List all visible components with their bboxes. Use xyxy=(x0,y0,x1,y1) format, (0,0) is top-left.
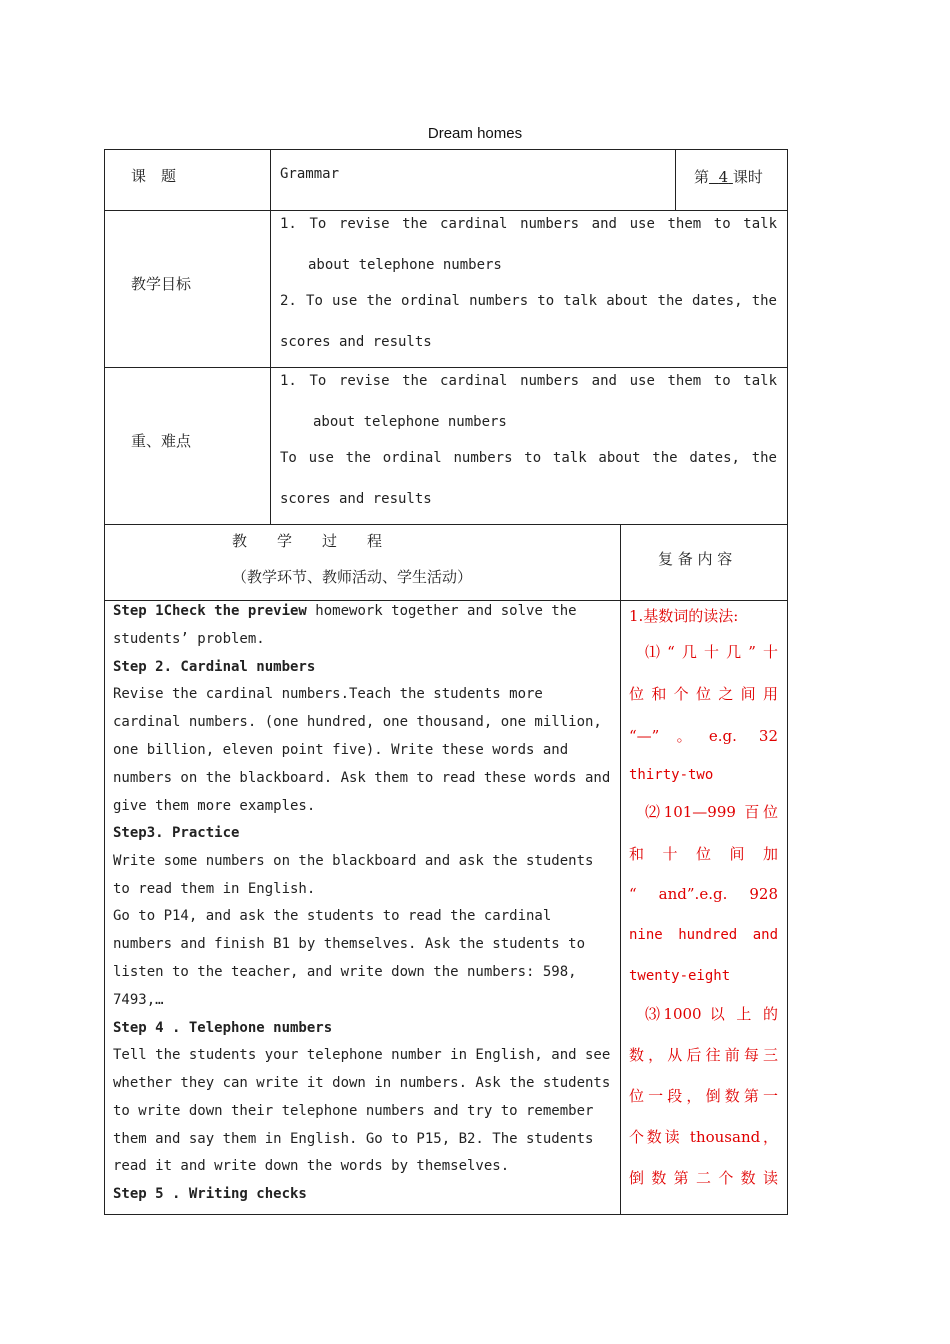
step-4-line-3: to write down their telephone numbers and try to remember xyxy=(113,1103,594,1119)
step-1-line-2: students’ problem. xyxy=(113,631,265,647)
col-divider xyxy=(270,149,271,525)
lesson-number-value xyxy=(709,168,733,186)
key-points-label: 重、难点 xyxy=(131,432,192,450)
row-divider xyxy=(104,210,788,211)
row-divider xyxy=(104,524,788,525)
objective-2-line-1: 2. To use the ordinal numbers to talk about the dates, the xyxy=(280,293,777,309)
key-point-2-line-1: To use the ordinal numbers to talk about the dates, the xyxy=(280,450,777,466)
step-2-line-5: give them more examples. xyxy=(113,798,316,814)
step-1-line-1 xyxy=(113,603,577,619)
step-4-line-4: them and say them in English. Go to P15, B2. The students xyxy=(113,1131,594,1147)
topic-value: Grammar xyxy=(280,166,340,182)
step-5-title: Step 5 . Writing checks xyxy=(113,1186,307,1202)
step-2-line-2: cardinal numbers. (one hundred, one thousand, one million, xyxy=(113,714,602,730)
review-line: 1.基数词的读法: xyxy=(629,607,739,625)
lesson-number-text: 4 xyxy=(718,168,729,186)
review-line: nine hundred and xyxy=(629,927,778,943)
step-2-title: Step 2. Cardinal numbers xyxy=(113,659,316,675)
key-point-1-line-2: about telephone numbers xyxy=(313,414,507,430)
key-point-2-line-2: scores and results xyxy=(280,491,432,507)
step-4-line-5: read it and write down the words by themselves. xyxy=(113,1158,510,1174)
step-2-line-4: numbers on the blackboard. Ask them to read these words and xyxy=(113,770,611,786)
topic-label: 课 题 xyxy=(131,167,177,185)
review-line: “—”。e.g. 32 xyxy=(629,727,778,745)
row-divider xyxy=(104,600,788,601)
step-4-title: Step 4 . Telephone numbers xyxy=(113,1020,333,1036)
document-title: Dream homes xyxy=(427,125,523,142)
step-3-line-5: listen to the teacher, and write down the numbers: 598, xyxy=(113,964,577,980)
step-3-line-4: numbers and finish B1 by themselves. Ask the students to xyxy=(113,936,586,952)
review-line: thirty-two xyxy=(629,767,714,783)
review-line: 倒 数 第 二 个 数 读 xyxy=(629,1169,778,1187)
step-3-line-1: Write some numbers on the blackboard and ask the students xyxy=(113,853,594,869)
col-divider xyxy=(675,149,676,211)
review-line: 个数读 thousand， xyxy=(629,1128,778,1146)
step-3-line-6: 7493,… xyxy=(113,992,164,1008)
review-line: ⑴“几十几”十 xyxy=(645,643,778,661)
objective-2-line-2: scores and results xyxy=(280,334,432,350)
step-1-title: Step 1Check the preview xyxy=(113,603,307,619)
lesson-prefix: 第 xyxy=(694,168,710,186)
step-2-line-1: Revise the cardinal numbers.Teach the students more xyxy=(113,686,543,702)
review-line: 数，从后往前每三 xyxy=(629,1046,778,1064)
process-subtitle: （教学环节、教师活动、学生活动） xyxy=(232,568,473,586)
col-divider xyxy=(620,524,621,1215)
step-3-line-2: to read them in English. xyxy=(113,881,316,897)
review-line: 位和个位之间用 xyxy=(629,685,778,703)
lesson-suffix: 课时 xyxy=(732,168,763,186)
lesson-number xyxy=(694,166,763,187)
review-title: 复 备 内 容 xyxy=(658,550,733,568)
step-4-line-1: Tell the students your telephone number in English, and see xyxy=(113,1047,611,1063)
key-point-1-line-1: 1. To revise the cardinal numbers and use them to talk xyxy=(280,373,777,389)
objectives-label: 教学目标 xyxy=(131,275,192,293)
step-4-line-2: whether they can write it down in numbers. Ask the students xyxy=(113,1075,611,1091)
step-1-text: homework together and solve the xyxy=(306,603,577,619)
review-line: twenty-eight xyxy=(629,968,731,984)
row-divider xyxy=(104,367,788,368)
review-line: ⑶1000 以 上 的 xyxy=(645,1005,778,1023)
step-3-line-3: Go to P14, and ask the students to read the cardinal xyxy=(113,908,552,924)
step-3-title: Step3. Practice xyxy=(113,825,240,841)
step-2-line-3: one billion, eleven point five). Write these words and xyxy=(113,742,569,758)
review-line: ⑵101—999 百位 xyxy=(645,803,778,821)
objective-1-line-1: 1. To revise the cardinal numbers and use them to talk xyxy=(280,216,777,232)
process-title: 教 学 过 程 xyxy=(232,532,383,550)
review-line: 位一段，倒数第一 xyxy=(629,1087,778,1105)
review-line: 和 十 位 间 加 xyxy=(629,845,778,863)
review-line: “ and”.e.g. 928 xyxy=(629,885,778,903)
objective-1-line-2: about telephone numbers xyxy=(308,257,502,273)
